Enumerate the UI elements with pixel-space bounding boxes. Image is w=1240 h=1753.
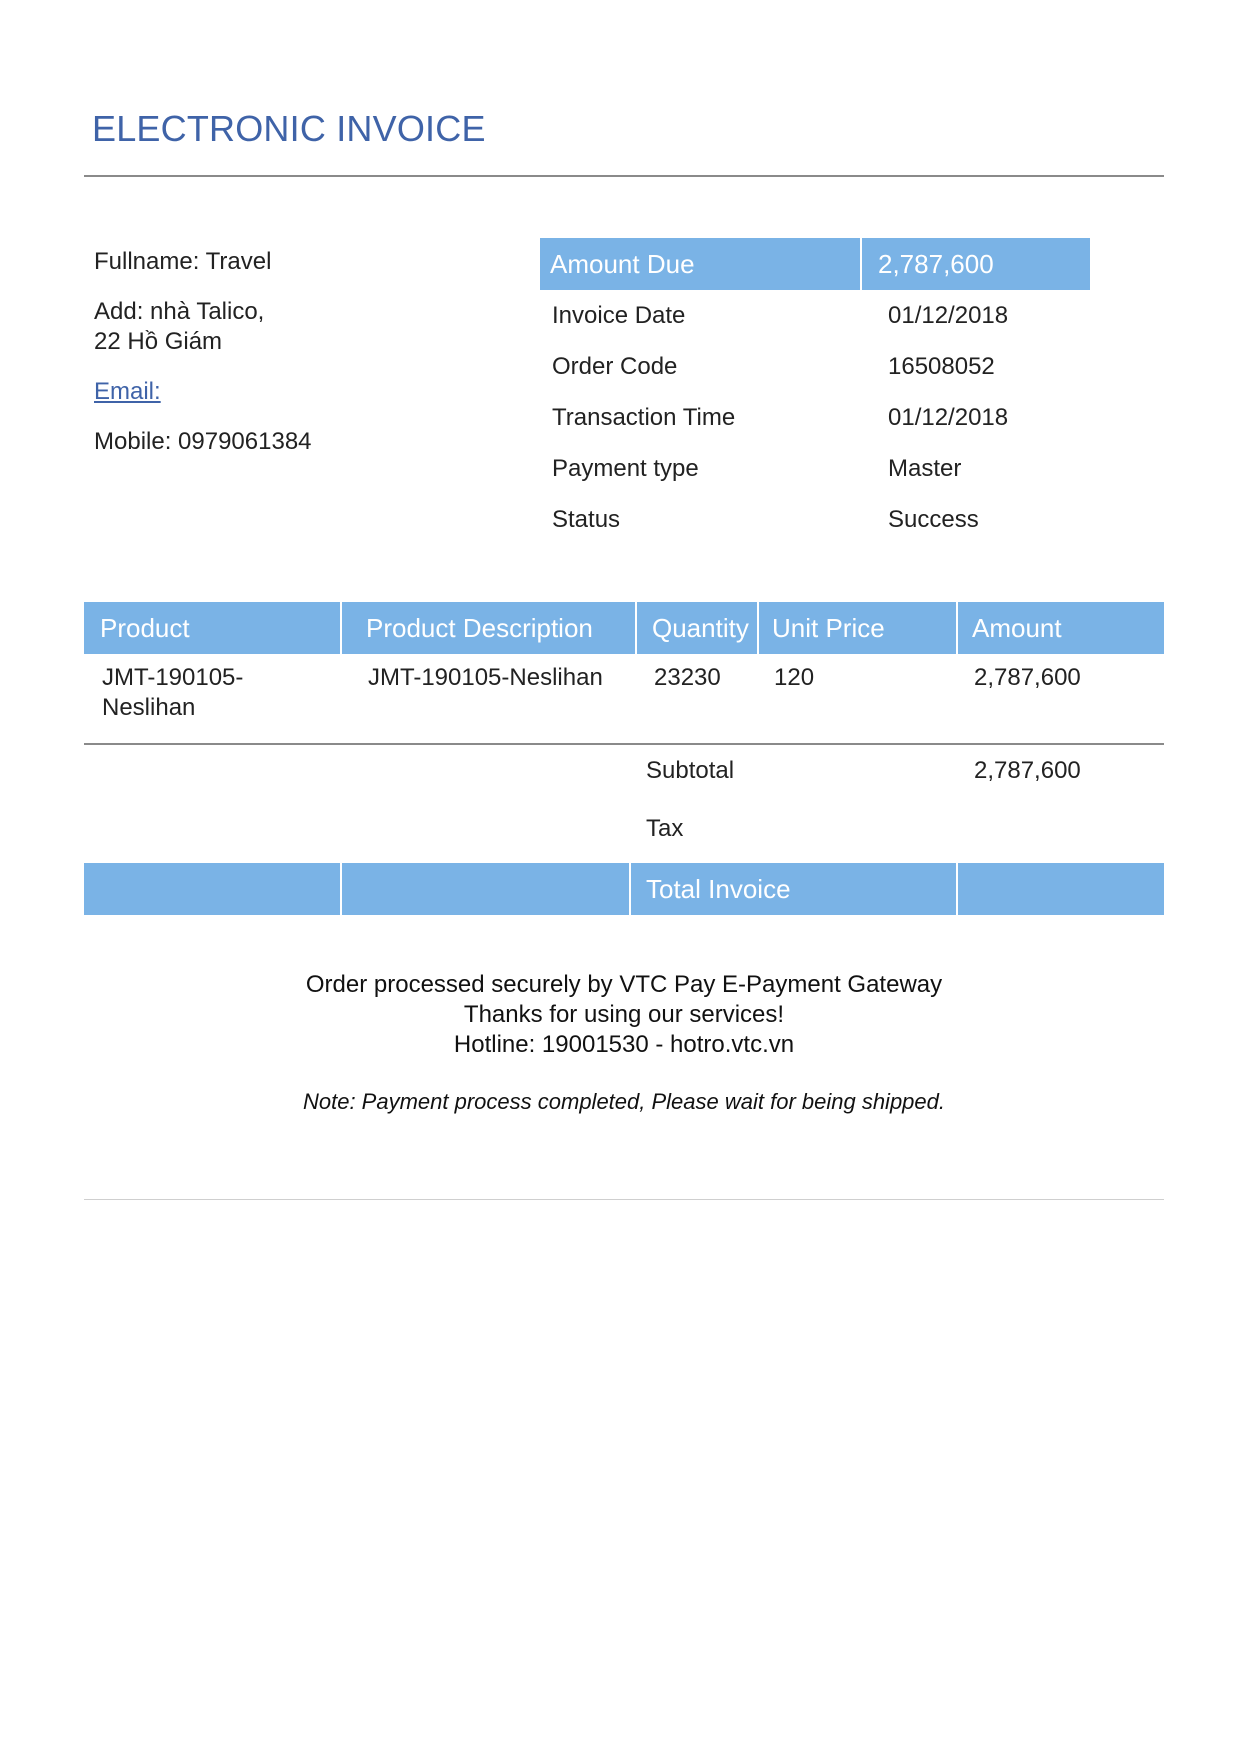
summary-row-invoice-date [540,290,1090,341]
item-unit-price: 120 [774,664,815,691]
customer-address-line1: Add: nhà Talico, [94,298,265,325]
total-separator [956,863,958,915]
table-divider [84,743,1164,745]
item-amount: 2,787,600 [974,664,1081,691]
summary-row-payment-type [540,443,1090,494]
header-product-description: Product Description [366,613,593,643]
summary-value: Master [888,454,962,482]
footer-hotline-text: Hotline: 19001530 - hotro.vtc.vn [453,1031,795,1058]
summary-label: Transaction Time [552,403,736,431]
amount-due-value: 2,787,600 [878,248,994,279]
invoice-summary [540,238,1090,545]
summary-row-transaction-time [540,392,1090,443]
header-separator [757,602,759,654]
footer-divider [84,1199,1164,1200]
item-description: JMT-190105-Neslihan [368,664,603,691]
footer-thanks-text: Thanks for using our services! [463,1001,785,1028]
header-separator [635,602,637,654]
summary-label: Payment type [552,454,699,482]
header-unit-price: Unit Price [772,613,885,643]
summary-value: 01/12/2018 [888,301,1009,329]
header-separator [956,602,958,654]
total-separator [629,863,631,915]
item-product-line2: Neslihan [102,694,196,721]
subtotal-value: 2,787,600 [974,757,1081,784]
tax-label: Tax [646,815,684,842]
customer-mobile: Mobile: 0979061384 [94,428,312,455]
customer-email[interactable] [94,377,161,407]
header-separator [340,602,342,654]
summary-row-order-code [540,341,1090,392]
amount-due-row [540,238,1090,290]
subtotal-label: Subtotal [646,757,735,784]
summary-label: Status [552,505,621,533]
summary-value: 16508052 [888,352,995,380]
total-invoice-bar [84,863,1164,915]
summary-label: Invoice Date [552,301,686,329]
footer-gateway-text: Order processed securely by VTC Pay E-Payment Gateway [305,971,943,998]
amount-due-label: Amount Due [550,248,695,279]
customer-address-line2: 22 Hồ Giám [94,328,223,355]
footer-note: Note: Payment process completed, Please wait for being shipped. [302,1089,946,1114]
total-separator [340,863,342,915]
summary-label: Order Code [552,352,678,380]
page-title: ELECTRONIC INVOICE [92,108,486,149]
header-amount: Amount [972,613,1062,643]
item-product-line1: JMT-190105- [102,664,244,691]
summary-row-status [540,494,1090,545]
header-quantity: Quantity [652,613,749,643]
total-invoice-label: Total Invoice [646,874,791,904]
items-table-header [84,602,1164,654]
summary-value: 01/12/2018 [888,403,1009,431]
customer-fullname: Fullname: Travel [94,248,272,275]
email-link[interactable]: Email: [94,378,161,405]
item-quantity: 23230 [654,664,721,691]
title-divider [84,175,1164,177]
summary-value: Success [888,505,979,533]
header-product: Product [100,613,190,643]
